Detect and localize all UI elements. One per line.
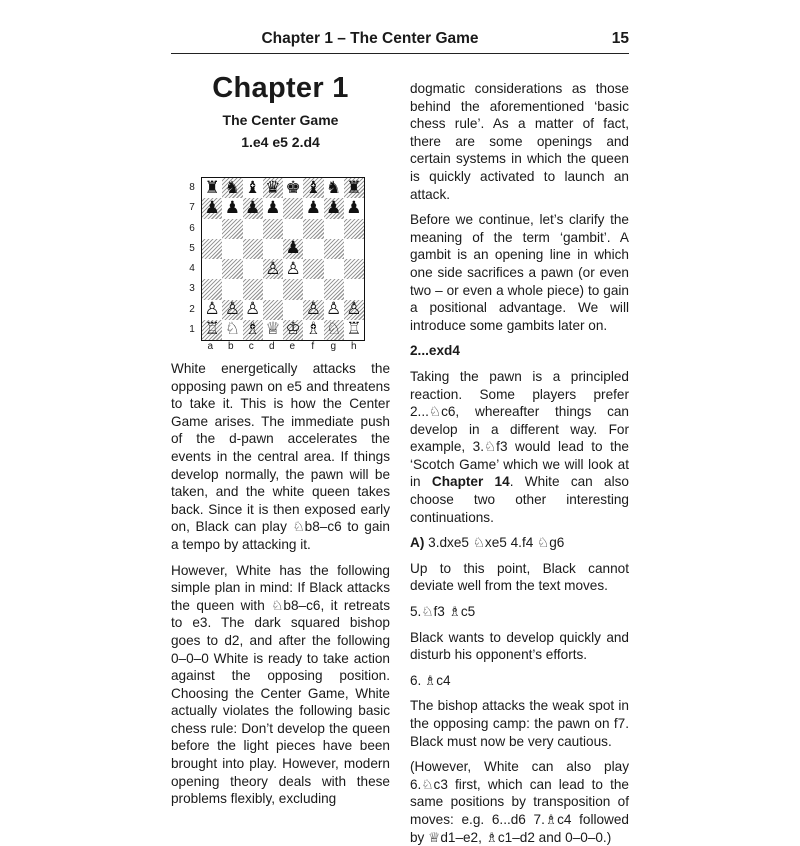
file-label: a [207, 341, 214, 352]
chess-piece: ♟ [326, 197, 342, 218]
chess-piece: ♞ [224, 177, 240, 198]
square-h8 [344, 178, 364, 198]
square-g1 [324, 320, 344, 340]
move-line: 6. ♗c4 [410, 672, 451, 688]
chess-piece: ♜ [346, 177, 362, 198]
square-d8 [263, 178, 283, 198]
square-b4 [222, 259, 242, 279]
paragraph: Black wants to develop quickly and disturb his opponent’s efforts. [410, 629, 629, 663]
page-number: 15 [611, 30, 629, 47]
line-a [410, 534, 629, 552]
running-head-title: Chapter 1 – The Center Game [261, 30, 479, 47]
square-e7 [283, 198, 303, 218]
chess-piece: ♝ [305, 177, 321, 198]
square-d3 [263, 279, 283, 299]
square-c5 [243, 239, 263, 259]
chess-piece: ♟ [305, 197, 321, 218]
rank-label: 3 [189, 283, 195, 295]
chess-piece: ♘ [224, 319, 240, 340]
square-c2 [243, 300, 263, 320]
left-column [171, 360, 390, 808]
move-text: 3.dxe5 ♘xe5 4.f4 ♘g6 [424, 535, 565, 551]
right-column [410, 80, 629, 846]
chess-piece: ♟ [224, 197, 240, 218]
move-text: 2...exd4 [410, 343, 460, 359]
square-c8 [243, 178, 263, 198]
paragraph: However, White has the following simple plan in mind: If Black attacks the queen with ♘b8–c6, it retreats to e3. The dark squared bishop goes to d2, and after the following 0–0–0 White is ready to take action against the opposing position. Choosing the Center Game, White actually violates the following basic chess rule: Don’t develop the queen before the light pieces have been brought into play. However, modern opening theory deals with these problems flexibly, excluding [171, 562, 390, 807]
square-d1 [263, 320, 283, 340]
chess-piece: ♗ [305, 319, 321, 340]
rank-labels [185, 178, 199, 340]
line-label: A) [410, 535, 425, 551]
square-h5 [344, 239, 364, 259]
rank-label: 5 [189, 242, 195, 254]
paragraph: Before we continue, let’s clarify the meaning of the term ‘gambit’. A gambit is an opening line in which one side sacrifices a pawn (or even two – or even a whole piece) to gain a positional advantage. We will introduce some gambits later on. [410, 212, 629, 333]
paragraph: (However, White can also play 6.♘c3 first, which can lead to the same positions by transposition of moves: e.g. 6...d6 7.♗c4 followed by ♕d1–e2, ♗c1–d2 and 0–0–0.) [410, 759, 629, 845]
square-h1 [344, 320, 364, 340]
chess-piece: ♞ [326, 177, 342, 198]
square-g3 [324, 279, 344, 299]
square-d7 [263, 198, 283, 218]
rank-label: 2 [189, 303, 195, 315]
chess-piece: ♚ [285, 177, 301, 198]
square-c3 [243, 279, 263, 299]
header-rule [171, 53, 629, 54]
square-g8 [324, 178, 344, 198]
square-e5 [283, 239, 303, 259]
square-c7 [243, 198, 263, 218]
rank-label: 8 [189, 182, 195, 193]
square-h2 [344, 300, 364, 320]
file-label: b [227, 341, 234, 352]
square-a2 [202, 300, 222, 320]
chess-piece: ♗ [245, 319, 261, 340]
square-e1 [283, 320, 303, 340]
chess-piece: ♝ [245, 177, 261, 198]
square-h4 [344, 259, 364, 279]
chess-piece: ♟ [245, 197, 261, 218]
square-a8 [202, 178, 222, 198]
rank-label: 1 [189, 323, 195, 335]
chess-piece: ♟ [285, 238, 301, 259]
square-d6 [263, 219, 283, 239]
file-label: f [311, 341, 315, 352]
square-f7 [303, 198, 323, 218]
square-f1 [303, 320, 323, 340]
chess-piece: ♙ [285, 258, 301, 279]
square-f2 [303, 300, 323, 320]
square-a5 [202, 239, 222, 259]
square-f5 [303, 239, 323, 259]
move-heading [410, 342, 629, 360]
square-d2 [263, 300, 283, 320]
square-c1 [243, 320, 263, 340]
square-c4 [243, 259, 263, 279]
chess-piece: ♙ [265, 258, 281, 279]
square-e8 [283, 178, 303, 198]
square-b2 [222, 300, 242, 320]
square-b6 [222, 219, 242, 239]
square-e3 [283, 279, 303, 299]
square-c6 [243, 219, 263, 239]
file-labels [200, 341, 364, 352]
square-f4 [303, 259, 323, 279]
chess-piece: ♖ [204, 319, 220, 340]
square-a3 [202, 279, 222, 299]
square-f3 [303, 279, 323, 299]
square-a4 [202, 259, 222, 279]
chess-piece: ♔ [285, 319, 301, 340]
file-label: g [330, 341, 337, 352]
chess-piece: ♙ [204, 299, 220, 320]
file-label: d [268, 341, 275, 352]
square-b5 [222, 239, 242, 259]
paragraph: White energetically attacks the opposing pawn on e5 and threatens to take it. This is how the Center Game arises. The immediate push of the d-pawn accelerates the events in the central area. If things develop normally, the pawn will be taken, and the white queen takes back. Since it is then exposed early on, Black can play ♘b8–c6 to gain a tempo by attacking it. [171, 361, 390, 552]
square-d4 [263, 259, 283, 279]
square-b7 [222, 198, 242, 218]
chess-piece: ♜ [204, 177, 220, 198]
square-e2 [283, 300, 303, 320]
paragraph: Up to this point, Black cannot deviate well from the text moves. [410, 560, 629, 594]
square-d5 [263, 239, 283, 259]
chess-piece: ♟ [265, 197, 281, 218]
file-label: h [350, 341, 357, 352]
chapter-reference: Chapter 14 [431, 474, 510, 490]
square-a6 [202, 219, 222, 239]
chess-piece: ♖ [346, 319, 362, 340]
chess-piece: ♛ [265, 177, 281, 198]
square-g6 [324, 219, 344, 239]
square-g5 [324, 239, 344, 259]
square-g4 [324, 259, 344, 279]
square-h6 [344, 219, 364, 239]
square-h7 [344, 198, 364, 218]
square-g7 [324, 198, 344, 218]
chess-piece: ♟ [346, 197, 362, 218]
chess-piece: ♙ [245, 299, 261, 320]
chess-piece: ♙ [326, 299, 342, 320]
rank-label: 6 [189, 222, 195, 234]
square-e4 [283, 259, 303, 279]
square-b1 [222, 320, 242, 340]
chess-piece: ♙ [346, 299, 362, 320]
square-a1 [202, 320, 222, 340]
chapter-subtitle: The Center Game [222, 112, 339, 128]
chess-piece: ♘ [326, 319, 342, 340]
square-e6 [283, 219, 303, 239]
chess-diagram [185, 174, 370, 354]
square-a7 [202, 198, 222, 218]
paragraph: dogmatic considerations as those behind the aforementioned ‘basic chess rule’. As a matter of fact, there are some openings and certain systems in which the queen is quickly activated to launch an attack. [410, 81, 629, 202]
chess-piece: ♙ [305, 299, 321, 320]
square-f6 [303, 219, 323, 239]
rank-label: 7 [189, 202, 195, 214]
move-line: 5.♘f3 ♗c5 [410, 604, 476, 620]
running-head [171, 30, 629, 52]
file-label: c [248, 341, 254, 352]
paragraph: The bishop attacks the weak spot in the opposing camp: the pawn on f7. Black must now be very cautious. [410, 698, 629, 749]
chess-piece: ♟ [204, 197, 220, 218]
paragraph [410, 368, 629, 526]
square-f8 [303, 178, 323, 198]
rank-label: 4 [189, 263, 195, 274]
square-b3 [222, 279, 242, 299]
chess-piece: ♙ [224, 299, 240, 320]
chess-board [201, 177, 365, 341]
square-g2 [324, 300, 344, 320]
text: . White can also choose two other interesting continuations. [410, 474, 629, 525]
square-b8 [222, 178, 242, 198]
chapter-moves: 1.e4 e5 2.d4 [241, 134, 320, 150]
chess-piece: ♕ [265, 319, 281, 340]
text: Taking the pawn is a principled reaction. Some players prefer 2...♘c6, whereafter things can develop in a different way. For example, 3.♘f3 would lead to the ‘Scotch Game’ which we will look at in [410, 368, 629, 490]
square-h3 [344, 279, 364, 299]
file-label: e [289, 341, 296, 352]
chapter-heading: Chapter 1 [212, 72, 349, 104]
